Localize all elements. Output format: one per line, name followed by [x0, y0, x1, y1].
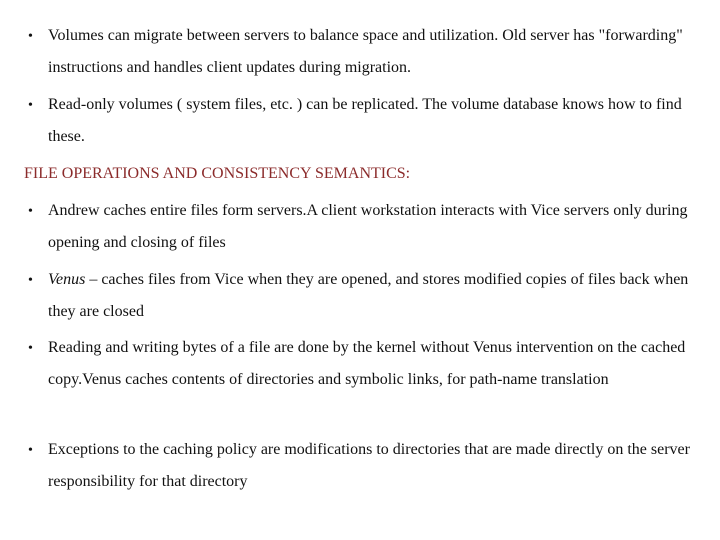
section-heading: FILE OPERATIONS AND CONSISTENCY SEMANTICS: — [24, 165, 411, 182]
bullet-text — [48, 264, 696, 328]
bullet-line — [28, 195, 696, 259]
bullet-item — [28, 195, 696, 259]
bullet-marker: • — [28, 341, 33, 356]
bullet-item — [28, 20, 696, 84]
bullet-line — [28, 89, 696, 153]
bullet-text-rest: – caches files from Vice when they are opened, and stores modified copies of files back when they are closed — [48, 271, 689, 320]
bullet-text: Volumes can migrate between servers to balance space and utilization. Old server has "forwarding" instructions and handles client updates during migration. — [48, 27, 683, 76]
bullet-item — [28, 332, 696, 396]
bullet-line — [28, 20, 696, 84]
bullet-item — [28, 264, 696, 328]
bullet-text: Andrew caches entire files form servers.A client workstation interacts with Vice servers only during opening and closing of files — [48, 202, 688, 251]
bullet-text: Reading and writing bytes of a file are done by the kernel without Venus intervention on the cached copy.Venus caches contents of directories and symbolic links, for path-name translation — [48, 339, 686, 388]
bullet-marker: • — [28, 273, 33, 288]
bullet-italic-prefix: Venus — [48, 271, 86, 288]
bullet-line — [28, 434, 696, 498]
bullet-line — [28, 332, 696, 396]
bullet-item — [28, 434, 696, 498]
bullet-marker: • — [28, 443, 33, 458]
bullet-item — [28, 89, 696, 153]
bullet-text: Read-only volumes ( system files, etc. ) can be replicated. The volume database knows how to find these. — [48, 96, 682, 145]
bullet-marker: • — [28, 98, 33, 113]
bullet-marker: • — [28, 29, 33, 44]
bullet-line — [28, 264, 696, 328]
bullet-text: Exceptions to the caching policy are modifications to directories that are made directly on the server responsibility for that directory — [48, 441, 690, 490]
bullet-marker: • — [28, 204, 33, 219]
